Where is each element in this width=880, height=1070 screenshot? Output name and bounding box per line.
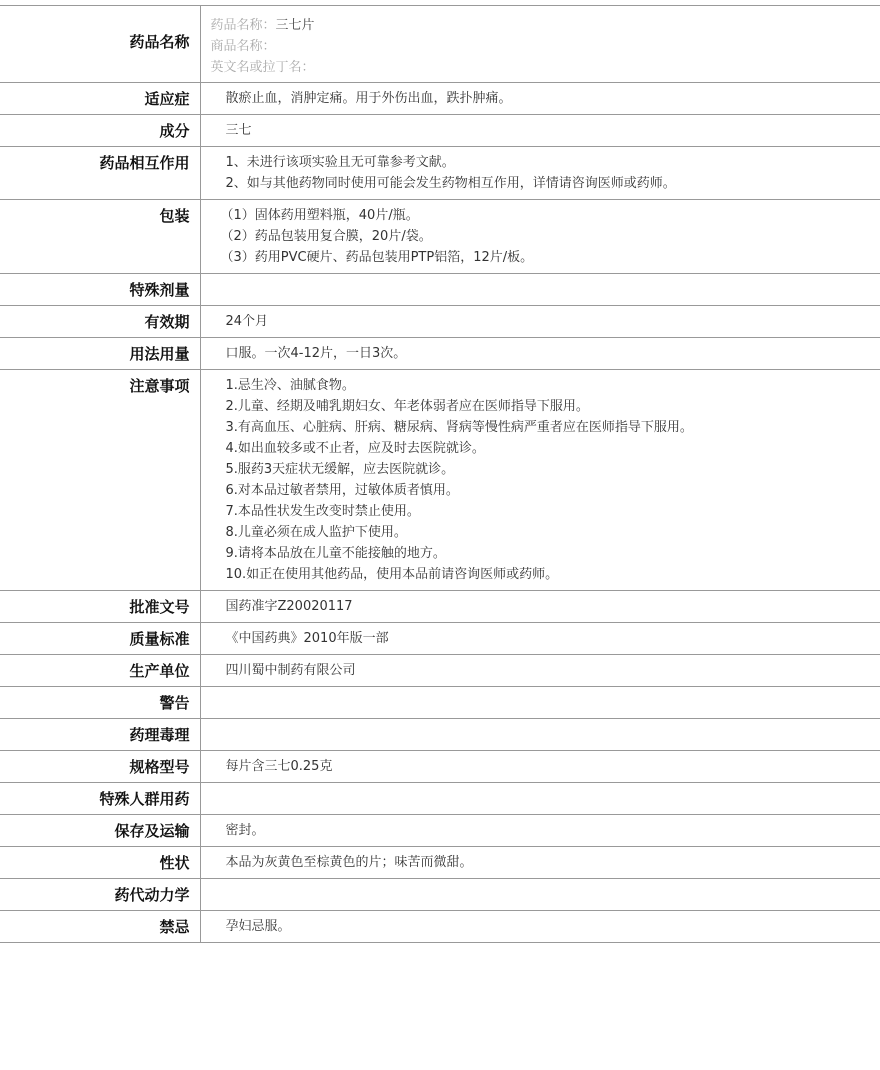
label-specification: 规格型号: [0, 751, 200, 783]
packaging-line: （2）药品包装用复合膜，20片/袋。: [220, 229, 432, 244]
label-drug-name: 药品名称: [0, 6, 200, 83]
value-description: 本品为灰黄色至棕黄色的片；味苦而微甜。: [225, 855, 473, 870]
row-dosage: [0, 338, 880, 370]
precautions-line: 2.儿童、经期及哺乳期妇女、年老体弱者应在医师指导下服用。: [225, 399, 589, 414]
label-packaging: 包装: [0, 200, 200, 274]
interactions-line: 1、未进行该项实验且无可靠参考文献。: [225, 155, 455, 170]
precautions-line: 5.服药3天症状无缓解，应去医院就诊。: [225, 462, 455, 477]
precautions-line: 1.忌生冷、油腻食物。: [225, 378, 355, 393]
precautions-line: 4.如出血较多或不止者，应及时去医院就诊。: [225, 441, 485, 456]
row-drug-name: [0, 6, 880, 83]
precautions-line: 3.有高血压、心脏病、肝病、糖尿病、肾病等慢性病严重者应在医师指导下服用。: [225, 420, 693, 435]
generic-name-value: 三七片: [275, 18, 315, 33]
row-toxicology: [0, 719, 880, 751]
value-specification: 每片含三七0.25克: [225, 759, 333, 774]
label-storage: 保存及运输: [0, 815, 200, 847]
row-pharmacokinetics: [0, 879, 880, 911]
precautions-line: 7.本品性状发生改变时禁止使用。: [225, 504, 420, 519]
value-indications: 散瘀止血，消肿定痛。用于外伤出血，跌扑肿痛。: [225, 91, 512, 106]
value-special-populations: [200, 783, 880, 815]
precautions-line: 9.请将本品放在儿童不能接触的地方。: [225, 546, 446, 561]
row-precautions: [0, 370, 880, 591]
value-interactions: [200, 147, 880, 200]
generic-name-label: 药品名称：: [210, 18, 276, 33]
value-toxicology: [200, 719, 880, 751]
trade-name-line: [211, 36, 880, 57]
label-pharmacokinetics: 药代动力学: [0, 879, 200, 911]
value-packaging: [200, 200, 880, 274]
row-packaging: [0, 200, 880, 274]
label-dosage: 用法用量: [0, 338, 200, 370]
row-description: [0, 847, 880, 879]
value-pharmacokinetics: [200, 879, 880, 911]
value-ingredients: 三七: [225, 123, 252, 138]
value-quality-standard: 《中国药典》2010年版一部: [225, 631, 389, 646]
label-shelf-life: 有效期: [0, 306, 200, 338]
label-manufacturer: 生产单位: [0, 655, 200, 687]
row-approval-number: [0, 591, 880, 623]
row-storage: [0, 815, 880, 847]
label-warning: 警告: [0, 687, 200, 719]
row-quality-standard: [0, 623, 880, 655]
label-indications: 适应症: [0, 83, 200, 115]
value-precautions: [200, 370, 880, 591]
value-dosage: 口服。一次4-12片，一日3次。: [225, 346, 407, 361]
precautions-line: 10.如正在使用其他药品，使用本品前请咨询医师或药师。: [225, 567, 559, 582]
row-interactions: [0, 147, 880, 200]
precautions-line: 8.儿童必须在成人监护下使用。: [225, 525, 407, 540]
row-contraindications: [0, 911, 880, 943]
packaging-line: （1）固体药用塑料瓶，40片/瓶。: [220, 208, 419, 223]
value-manufacturer: 四川蜀中制药有限公司: [225, 663, 356, 678]
precautions-line: 6.对本品过敏者禁用，过敏体质者慎用。: [225, 483, 459, 498]
value-special-dosage: [200, 274, 880, 306]
label-description: 性状: [0, 847, 200, 879]
row-specification: [0, 751, 880, 783]
value-storage: 密封。: [225, 823, 265, 838]
drug-spec-table: [0, 5, 880, 943]
generic-name-line: [211, 15, 880, 36]
trade-name-label: 商品名称：: [210, 39, 276, 54]
english-name-label: 英文名或拉丁名：: [210, 60, 315, 75]
row-manufacturer: [0, 655, 880, 687]
value-shelf-life: 24个月: [225, 314, 269, 329]
value-drug-name: [200, 6, 880, 83]
label-approval-number: 批准文号: [0, 591, 200, 623]
row-warning: [0, 687, 880, 719]
row-shelf-life: [0, 306, 880, 338]
value-contraindications: 孕妇忌服。: [225, 919, 291, 934]
label-special-populations: 特殊人群用药: [0, 783, 200, 815]
label-ingredients: 成分: [0, 115, 200, 147]
row-special-dosage: [0, 274, 880, 306]
interactions-line: 2、如与其他药物同时使用可能会发生药物相互作用，详情请咨询医师或药师。: [225, 176, 676, 191]
label-special-dosage: 特殊剂量: [0, 274, 200, 306]
row-ingredients: [0, 115, 880, 147]
label-precautions: 注意事项: [0, 370, 200, 591]
label-contraindications: 禁忌: [0, 911, 200, 943]
value-approval-number: 国药准字Z20020117: [225, 599, 353, 614]
value-warning: [200, 687, 880, 719]
label-quality-standard: 质量标准: [0, 623, 200, 655]
label-interactions: 药品相互作用: [0, 147, 200, 200]
row-special-populations: [0, 783, 880, 815]
packaging-line: （3）药用PVC硬片、药品包装用PTP铝箔，12片/板。: [220, 250, 534, 265]
row-indications: [0, 83, 880, 115]
english-name-line: [211, 57, 880, 78]
label-toxicology: 药理毒理: [0, 719, 200, 751]
